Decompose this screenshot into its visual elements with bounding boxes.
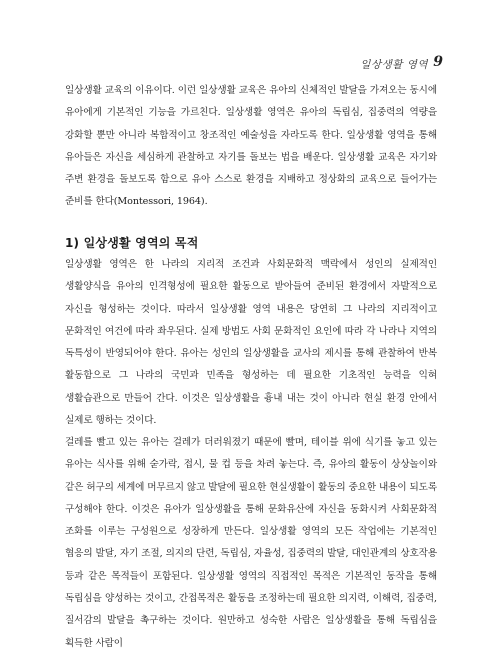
- running-header: 일상생활 영역: [360, 59, 428, 71]
- paragraph: 일상생활 영역은 한 나라의 지리적 조건과 사회문화적 맥락에서 성인의 실제적인 생활양식을 유아의 인격형성에 필요한 활동으로 받아들여 준비된 환경에서 자발적으로 자신을 형성하는 것이다. 따라서 일상생활 영역 내용은 당연히 그 나라의 지리적이고 문화적인 여건에 따라 좌우된다. 실제 방법도 사회 문화적인 요인에 따라 각 나라나 지역의 독특성이 반영되어야 한다. 유아는 성인의 일상생활을 교사의 제시를 통해 관찰하여 반복 활동함으로 그 나라의 국민과 민족을 형성하는 데 필요한 기초적인 능력을 익혀 생활습관으로 만들어 간다. 이것은 일상생활을 흉내 내는 것이 아니라 현실 환경 안에서 실제로 행하는 것이다.: [65, 259, 437, 427]
- paragraph: 걸레를 빨고 있는 유아는 걸레가 더러워졌기 때문에 빨며, 테이블 위에 식기를 놓고 있는 유아는 식사를 위해 숟가락, 접시, 물 컵 등을 차려 놓는다. 즉, 유아의 활동이 상상놀이와 같은 허구의 세계에 머무르지 않고 발달에 필요한 현실생활이 활동의 중요한 내용이 되도록 구성해야 한다. 이것은 유아가 일상생활을 통해 문화유산에 자신을 동화시켜 사회문화적 조화를 이루는 구성원으로 성장하게 만든다. 일상생활 영역의 모든 작업에는 기본적인 협응의 발달, 자기 조절, 의지의 단련, 독립심, 자율성, 집중력의 발달, 대인관계의 상호작용 등과 같은 목적들이 포함된다. 일상생활 영역의 직접적인 목적은 기본적인 동작을 통해 독립심을 양성하는 것이고, 간접목적은 활동을 조정하는데 필요한 의지력, 이해력, 집중력, 질서감의 발달을 촉구하는 것이다. 원만하고 성숙한 사람은 일상생활을 통해 독립심을 획득한 사람이: [65, 437, 437, 649]
- section-heading: 1) 일상생활 영역의 목적: [65, 236, 199, 250]
- paragraph: 일상생활 교육의 이유이다. 이런 일상생활 교육은 유아의 신체적인 발달을 가져오는 동시에 유아에게 기본적인 기능을 가르친다. 일상생활 영역은 유아의 독립심, 집중력의 역량을 강화할 뿐만 아니라 복합적이고 창조적인 예술성을 자라도록 한다. 일상생활 영역을 통해 유아들은 자신을 세심하게 관찰하고 자기를 돌보는 법을 배운다. 일상생활 교육은 자기와 주변 환경을 돌보도록 함으로 유아 스스로 환경을 지배하고 정상화의 교육으로 들어가는 준비를 한다(Montessori, 1964).: [65, 85, 437, 208]
- page-number: 9: [433, 54, 443, 70]
